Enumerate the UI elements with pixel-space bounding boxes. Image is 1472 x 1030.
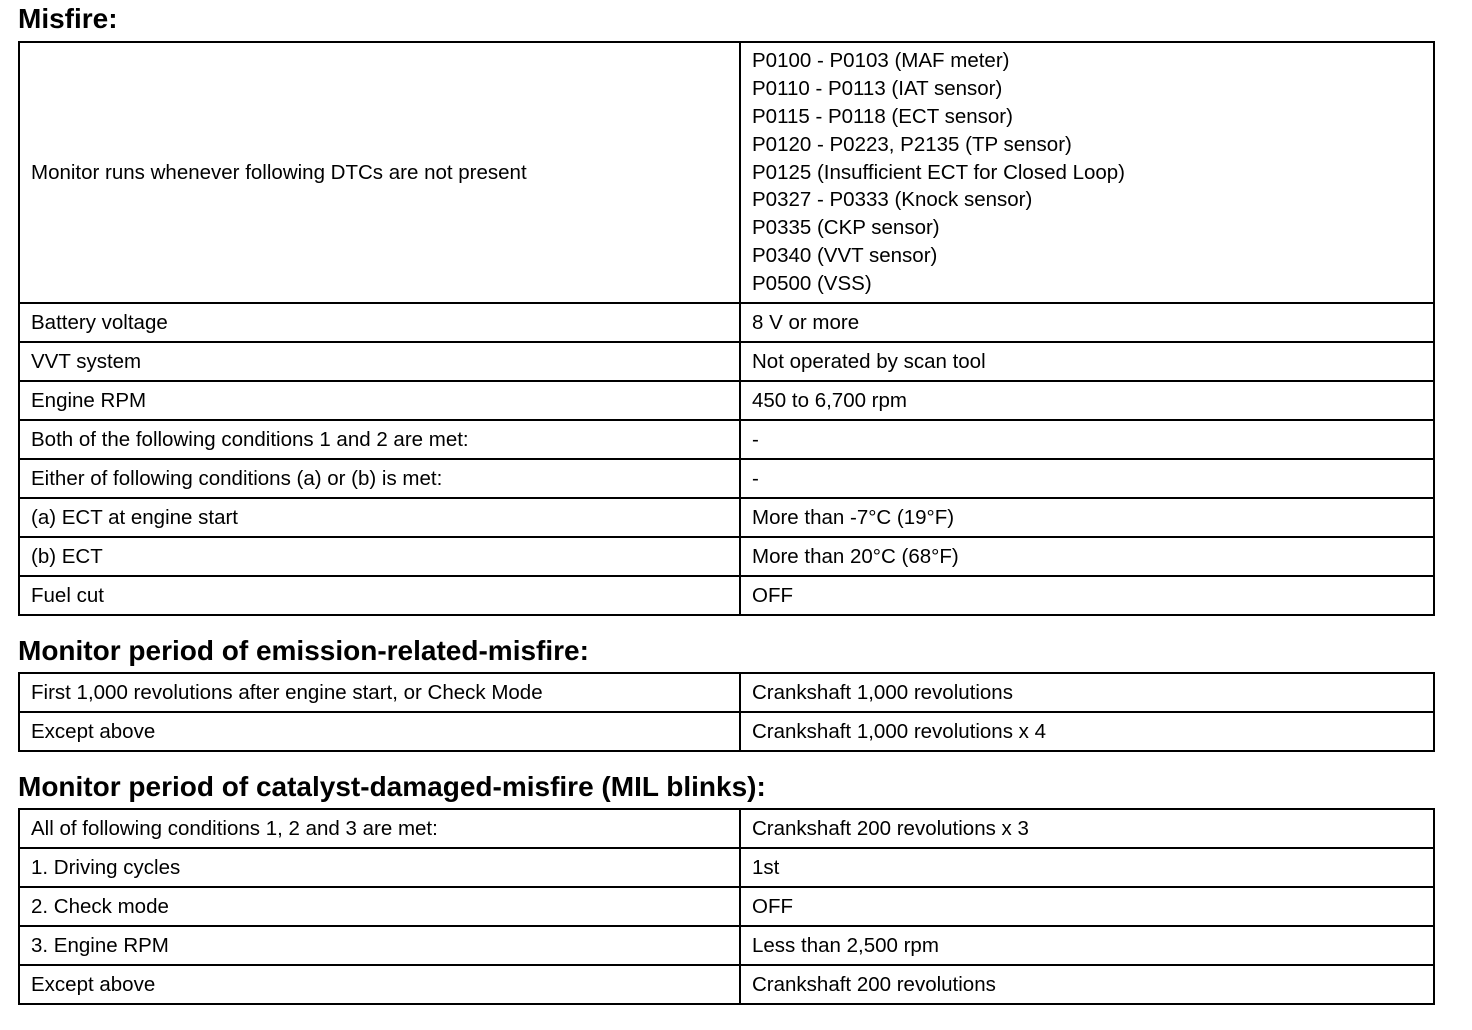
condition-label: 3. Engine RPM	[19, 926, 740, 965]
table-row	[19, 459, 1434, 498]
condition-label: VVT system	[19, 342, 740, 381]
condition-label: Except above	[19, 965, 740, 1004]
table-row	[19, 965, 1434, 1004]
condition-value: Less than 2,500 rpm	[740, 926, 1434, 965]
table-row	[19, 809, 1434, 848]
catalyst-misfire-heading: Monitor period of catalyst-damaged-misfire (MIL blinks):	[18, 771, 766, 802]
condition-label: Battery voltage	[19, 303, 740, 342]
condition-value: OFF	[740, 887, 1434, 926]
condition-value: 450 to 6,700 rpm	[740, 381, 1434, 420]
dtc-item: P0340 (VVT sensor)	[752, 243, 938, 267]
condition-value: More than 20°C (68°F)	[740, 537, 1434, 576]
table-row	[19, 926, 1434, 965]
dtc-item: P0110 - P0113 (IAT sensor)	[752, 77, 1003, 101]
condition-value: -	[740, 420, 1434, 459]
table-row	[19, 381, 1434, 420]
condition-value: -	[740, 459, 1434, 498]
emission-misfire-heading: Monitor period of emission-related-misfire:	[18, 635, 589, 666]
dtc-item: P0100 - P0103 (MAF meter)	[752, 49, 1010, 73]
emission-misfire-period-table	[18, 672, 1435, 752]
table-row	[19, 887, 1434, 926]
condition-label: 2. Check mode	[19, 887, 740, 926]
condition-label: All of following conditions 1, 2 and 3 are met:	[19, 809, 740, 848]
condition-value: Crankshaft 1,000 revolutions x 4	[740, 712, 1434, 751]
condition-value: OFF	[740, 576, 1434, 615]
table-row	[19, 537, 1434, 576]
table-row	[19, 42, 1434, 303]
condition-label: Engine RPM	[19, 381, 740, 420]
condition-label: First 1,000 revolutions after engine start, or Check Mode	[19, 673, 740, 712]
condition-label: Both of the following conditions 1 and 2 are met:	[19, 420, 740, 459]
catalyst-misfire-period-table	[18, 808, 1435, 1005]
table-row	[19, 712, 1434, 751]
condition-value: More than -7°C (19°F)	[740, 498, 1434, 537]
condition-label: (b) ECT	[19, 537, 740, 576]
table-row	[19, 498, 1434, 537]
dtc-item: P0125 (Insufficient ECT for Closed Loop)	[752, 160, 1126, 184]
condition-label: Fuel cut	[19, 576, 740, 615]
condition-value: Crankshaft 200 revolutions	[740, 965, 1434, 1004]
condition-label: Either of following conditions (a) or (b) is met:	[19, 459, 740, 498]
condition-value: Not operated by scan tool	[740, 342, 1434, 381]
condition-label: Except above	[19, 712, 740, 751]
misfire-heading: Misfire:	[18, 3, 118, 34]
dtc-item: P0115 - P0118 (ECT sensor)	[752, 105, 1013, 128]
condition-value: Crankshaft 1,000 revolutions	[740, 673, 1434, 712]
condition-label: Monitor runs whenever following DTCs are not present	[19, 42, 740, 303]
misfire-conditions-table	[18, 41, 1435, 616]
table-row	[19, 303, 1434, 342]
condition-value: Crankshaft 200 revolutions x 3	[740, 809, 1434, 848]
dtc-item: P0327 - P0333 (Knock sensor)	[752, 188, 1033, 212]
table-row	[19, 848, 1434, 887]
dtc-list	[752, 43, 1433, 301]
condition-label: 1. Driving cycles	[19, 848, 740, 887]
table-row	[19, 342, 1434, 381]
table-row	[19, 420, 1434, 459]
condition-label: (a) ECT at engine start	[19, 498, 740, 537]
dtc-item: P0500 (VSS)	[752, 271, 872, 295]
table-row	[19, 673, 1434, 712]
condition-value: 1st	[740, 848, 1434, 887]
condition-value: 8 V or more	[740, 303, 1434, 342]
dtc-item: P0335 (CKP sensor)	[752, 216, 940, 240]
table-row	[19, 576, 1434, 615]
dtc-item: P0120 - P0223, P2135 (TP sensor)	[752, 132, 1072, 156]
condition-value	[740, 42, 1434, 303]
